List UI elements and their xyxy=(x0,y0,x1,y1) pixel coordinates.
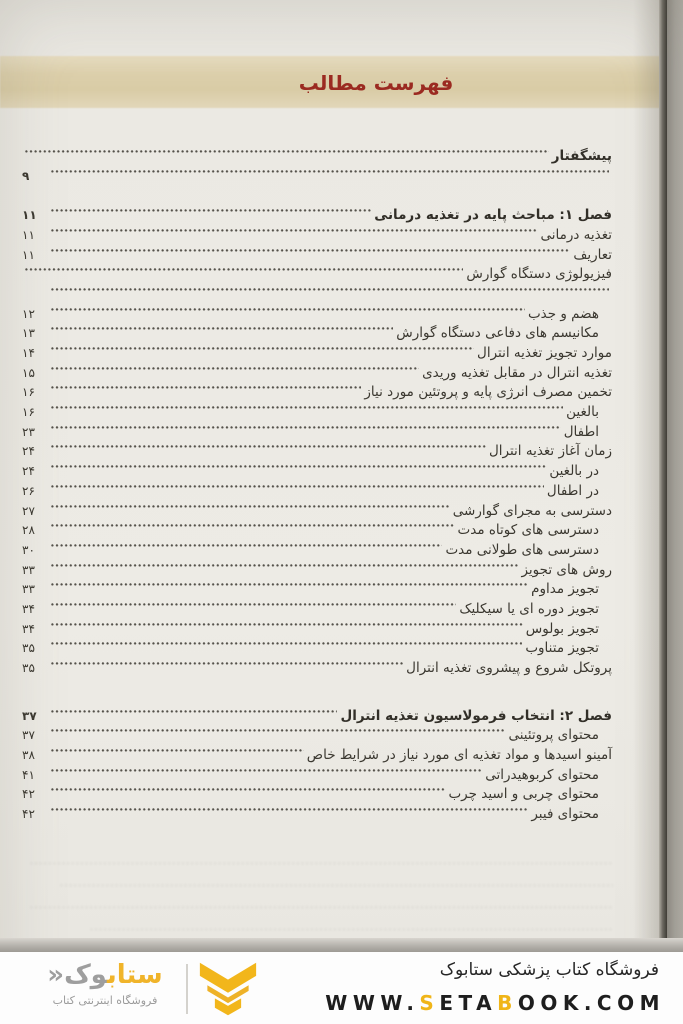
wordmark-part: « xyxy=(47,960,65,990)
toc-entry-page: ۲۸ xyxy=(22,523,35,538)
toc-entry-page: ۱۳ xyxy=(22,326,35,341)
toc-entry-wrap xyxy=(22,166,612,186)
toc-entry xyxy=(22,745,612,765)
toc-gap xyxy=(22,678,612,706)
toc-entry xyxy=(22,343,612,363)
url-gold-letter: B xyxy=(497,991,518,1015)
bleed-through-line xyxy=(30,906,613,909)
toc-entry xyxy=(22,726,612,746)
toc-entry-page: ۱۶ xyxy=(22,385,35,400)
toc-entry-label: تغذیه درمانی xyxy=(540,226,612,243)
toc-entry xyxy=(22,422,612,442)
toc-entry-label: محتوای پروتئینی xyxy=(508,727,599,744)
toc-entry-page: ۳۳ xyxy=(22,562,35,577)
url-gold-letter: S xyxy=(419,991,440,1015)
setabook-logo xyxy=(28,958,258,1020)
toc-entry-label: دسترسی های کوتاه مدت xyxy=(457,522,599,539)
footer-shadow-band xyxy=(0,938,683,952)
toc-entry xyxy=(22,146,612,166)
toc-entry-wrap xyxy=(22,284,612,304)
toc-entry xyxy=(22,324,612,344)
url-letters: WWW. xyxy=(325,991,420,1015)
page-title: فهرست مطالب xyxy=(298,71,454,95)
toc-entry-label: هضم و جذب xyxy=(527,305,599,322)
toc-entry xyxy=(22,560,612,580)
toc-entry xyxy=(22,363,612,383)
toc-entry-label: تجویز متناوب xyxy=(525,640,599,657)
toc-entry xyxy=(22,579,612,599)
toc-entry xyxy=(22,706,612,726)
toc-entry-label: پروتکل شروع و پیشروی تغذیه انترال xyxy=(406,660,612,677)
toc-entry xyxy=(22,481,612,501)
toc-entry-label: فصل ۲: انتخاب فرمولاسیون تغذیه انترال xyxy=(340,707,612,724)
toc-entry xyxy=(22,540,612,560)
wordmark-part: ستاب xyxy=(107,960,163,990)
setabook-chevron-logo-icon xyxy=(198,960,258,1018)
toc-entry-label: محتوای کربوهیدراتی xyxy=(485,766,599,783)
bleed-through-line xyxy=(30,862,613,865)
toc-entry-label: تجویز مداوم xyxy=(531,581,599,598)
toc-entry-label: در بالغین xyxy=(549,463,599,480)
bleed-through-line xyxy=(90,928,613,931)
toc-entry-label: موارد تجویز تغذیه انترال xyxy=(477,345,612,362)
toc-entry-page: ۳۷ xyxy=(22,728,35,743)
toc-entry-label: زمان آغاز تغذیه انترال xyxy=(488,443,612,460)
toc-entry-label: مکانیسم های دفاعی دستگاه گوارش xyxy=(396,325,599,342)
toc-entry-label: روش های تجویز xyxy=(521,561,612,578)
toc-entry xyxy=(22,785,612,805)
toc-entry xyxy=(22,245,612,265)
logo-wordmark xyxy=(34,960,176,990)
footer-banner xyxy=(0,952,683,1024)
toc-entry-page: ۳۴ xyxy=(22,601,35,616)
toc-entry-page: ۳۸ xyxy=(22,748,35,763)
toc-entry-label: پیشگفتار xyxy=(551,147,612,164)
toc-entry xyxy=(22,205,612,225)
toc-entry-page: ۲۳ xyxy=(22,424,35,439)
toc-entry-page: ۲۷ xyxy=(22,503,35,518)
toc-entry xyxy=(22,658,612,678)
toc-entry-label: محتوای فیبر xyxy=(531,806,599,823)
toc-entry xyxy=(22,501,612,521)
toc-entry-page: ۲۶ xyxy=(22,483,35,498)
toc-entry-page: ۱۶ xyxy=(22,405,35,420)
url-letters: ETA xyxy=(439,991,498,1015)
toc-entry xyxy=(22,264,612,284)
toc-entry-page: ۱۱ xyxy=(22,227,35,242)
toc-entry-label: فصل ۱: مباحث پایه در تغذیه درمانی xyxy=(374,207,612,224)
toc-entry-label: بالغین xyxy=(566,404,599,421)
toc-entry xyxy=(22,225,612,245)
store-name: فروشگاه کتاب پزشکی ستابوک xyxy=(439,960,659,980)
toc-entry-label: اطفال xyxy=(563,423,599,440)
toc-entry-page: ۱۱ xyxy=(22,208,37,223)
toc-entry xyxy=(22,383,612,403)
toc-entry xyxy=(22,402,612,422)
toc-entry-label: دسترسی به مجرای گوارشی xyxy=(452,502,612,519)
toc-entry-label: تخمین مصرف انرژی پایه و پروتئین مورد نیاز xyxy=(364,384,612,401)
toc-entry-label: محتوای چربی و اسید چرب xyxy=(448,786,599,803)
toc-entry-page: ۳۵ xyxy=(22,661,35,676)
book-edge xyxy=(659,0,667,952)
toc-entry-page: ۲۴ xyxy=(22,464,35,479)
toc-entry-label: فیزیولوژی دستگاه گوارش xyxy=(466,266,612,283)
toc-entry-label: تعاریف xyxy=(573,246,612,263)
toc-entry-label: آمینو اسیدها و مواد تغذیه ای مورد نیاز در شرایط خاص xyxy=(306,747,612,764)
toc-entry-page: ۳۴ xyxy=(22,621,35,636)
toc-gap xyxy=(22,185,612,205)
table-of-contents xyxy=(22,146,612,824)
toc-entry-page: ۳۷ xyxy=(22,708,37,723)
toc-entry-label: دسترسی های طولانی مدت xyxy=(445,541,599,558)
toc-entry xyxy=(22,461,612,481)
site-url xyxy=(325,991,665,1015)
bleed-through-line xyxy=(60,884,613,887)
toc-entry-page: ۹ xyxy=(22,168,30,183)
toc-entry-page: ۳۳ xyxy=(22,582,35,597)
logo-divider xyxy=(186,964,188,1014)
toc-entry xyxy=(22,304,612,324)
toc-entry-page: ۱۴ xyxy=(22,346,35,361)
toc-entry-page: ۲۴ xyxy=(22,444,35,459)
toc-entry xyxy=(22,804,612,824)
wordmark-part: وک xyxy=(64,960,107,990)
toc-entry xyxy=(22,639,612,659)
toc-entry xyxy=(22,520,612,540)
toc-entry-page: ۱۱ xyxy=(22,247,35,262)
book-outer-edge xyxy=(667,0,683,952)
toc-entry-page: ۱۵ xyxy=(22,365,35,380)
page-edge-shadow xyxy=(633,0,659,952)
toc-entry xyxy=(22,442,612,462)
toc-entry-label: تجویز دوره ای یا سیکلیک xyxy=(459,600,599,617)
toc-entry-page: ۴۲ xyxy=(22,807,35,822)
url-letters: OOK.COM xyxy=(517,991,665,1015)
toc-entry-page: ۳۰ xyxy=(22,542,35,557)
toc-entry-label: تغذیه انترال در مقابل تغذیه وریدی xyxy=(422,364,612,381)
toc-entry-label: تجویز بولوس xyxy=(525,620,599,637)
toc-entry-label: در اطفال xyxy=(546,482,599,499)
logo-tagline: فروشگاه اینترنتی کتاب xyxy=(52,994,158,1007)
toc-entry-page: ۱۲ xyxy=(22,306,35,321)
toc-entry xyxy=(22,599,612,619)
toc-entry-page: ۴۲ xyxy=(22,787,35,802)
toc-entry xyxy=(22,765,612,785)
toc-entry xyxy=(22,619,612,639)
toc-entry-page: ۴۱ xyxy=(22,767,35,782)
toc-entry-page: ۳۵ xyxy=(22,641,35,656)
